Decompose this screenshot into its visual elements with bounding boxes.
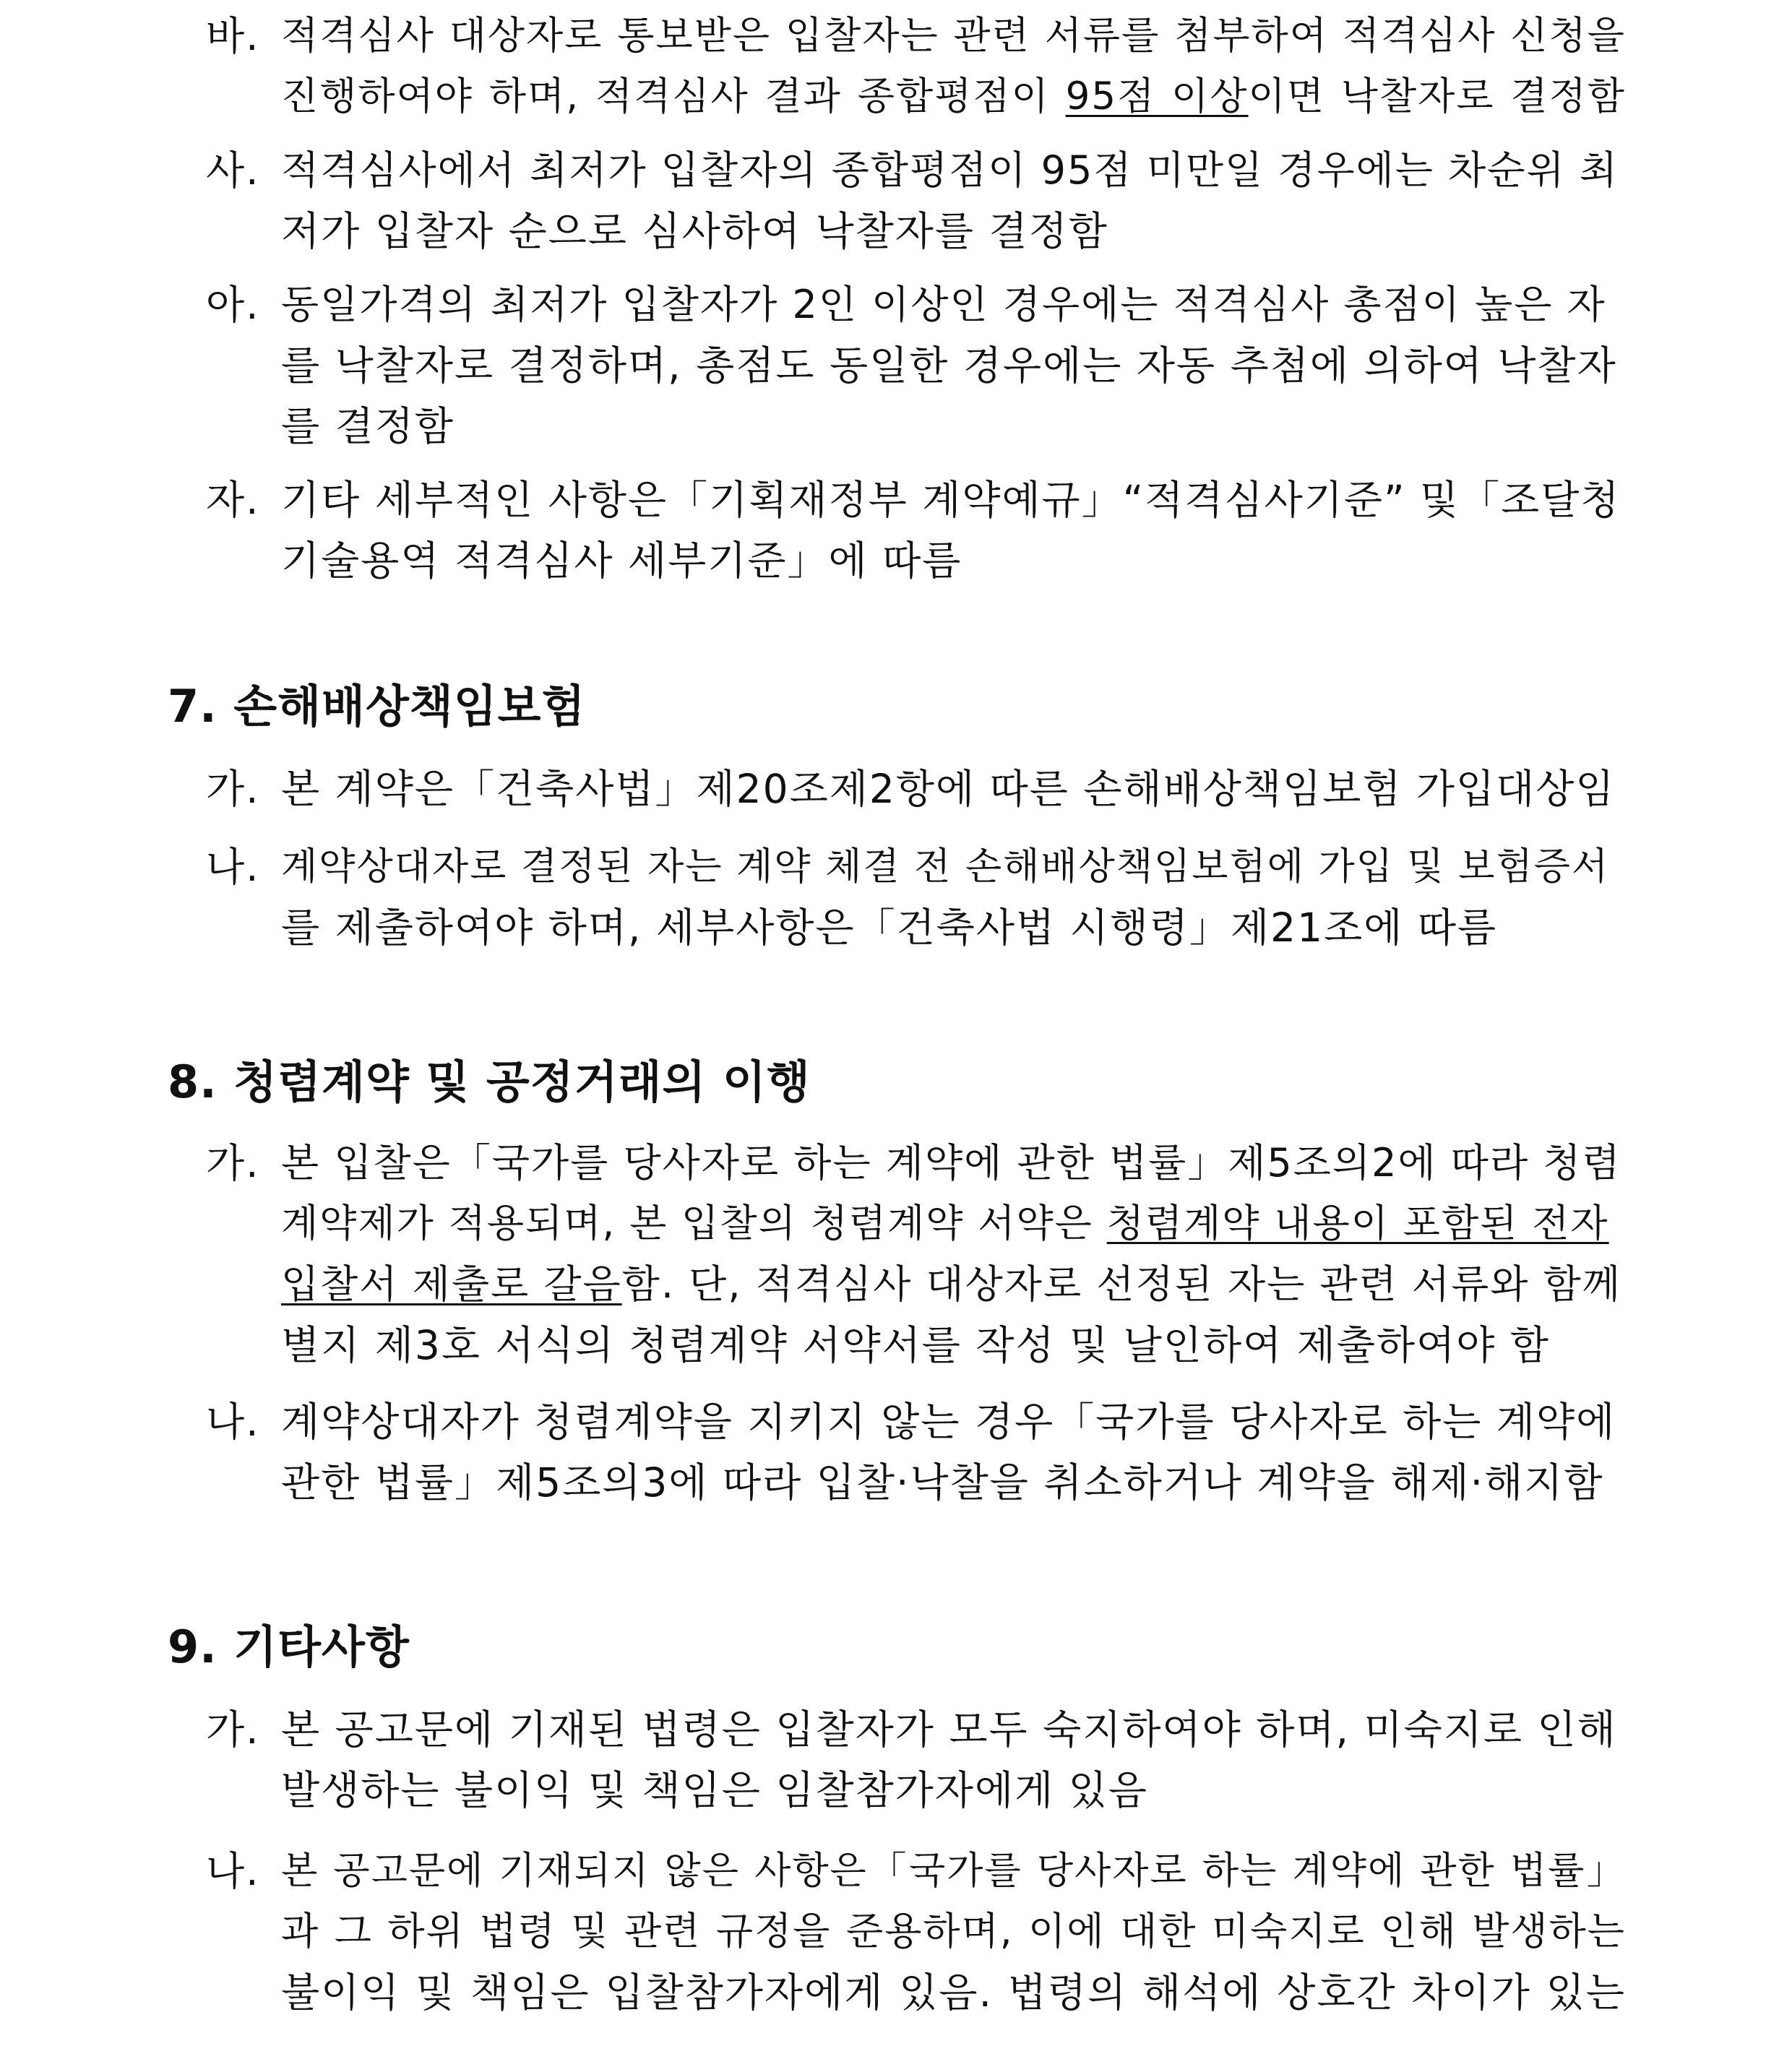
- clause-text: [281, 759, 1626, 819]
- clause-marker: 바.: [206, 13, 260, 59]
- clause-7-ga: [206, 759, 1626, 819]
- clause-text: [281, 1841, 1626, 2023]
- clause-7-na: [206, 837, 1626, 958]
- clause-text: [281, 1699, 1626, 1821]
- clause-marker: 아.: [206, 282, 260, 328]
- clause-line: 를 낙찰자로 결정하며, 총점도 동일한 경우에는 자동 추첨에 의하여 낙찰자: [281, 342, 1617, 389]
- clause-line: 본 계약은「건축사법」제20조제2항에 따른 손해배상책임보험 가입대상임: [281, 766, 1616, 812]
- clause-line: 기타 세부적인 사항은「기획재정부 계약예규」“적격심사기준” 및「조달청: [281, 477, 1621, 523]
- clause-8-ga: [206, 1133, 1626, 1376]
- clause-line: 계약상대자로 결정된 자는 계약 체결 전 손해배상책임보험에 가입 및 보험증서: [281, 845, 1610, 889]
- underlined-text: 입찰서 제출로 갈음: [281, 1261, 622, 1307]
- clause-8-na: [206, 1391, 1626, 1513]
- clause-line: 저가 입찰자 순으로 심사하여 낙찰자를 결정함: [281, 208, 1108, 254]
- clause-text: [281, 6, 1626, 127]
- clause-line: 관한 법률」제5조의3에 따라 입찰·낙찰을 취소하거나 계약을 해제·해지함: [281, 1459, 1604, 1506]
- section-heading-7: 7. 손해배상책임보험: [168, 680, 586, 733]
- clause-ba: [206, 6, 1626, 127]
- clause-line: 적격심사 대상자로 통보받은 입찰자는 관련 서류를 첨부하여 적격심사 신청을: [281, 14, 1626, 58]
- clause-line: 동일가격의 최저가 입찰자가 2인 이상인 경우에는 적격심사 총점이 높은 자: [281, 282, 1606, 327]
- text-run: 진행하여야 하며, 적격심사 결과 종합평점이: [281, 74, 1066, 118]
- text-run: 이면 낙찰자로 결정함: [1248, 74, 1626, 118]
- underlined-text: 95점 이상: [1065, 74, 1249, 118]
- clause-marker: 가.: [206, 1140, 260, 1186]
- clause-text: [281, 1391, 1626, 1513]
- clause-text: [281, 837, 1626, 958]
- clause-marker: 가.: [206, 1706, 260, 1753]
- clause-marker: 나.: [206, 1848, 260, 1894]
- clause-line: [281, 1254, 1626, 1315]
- clause-line: [281, 1194, 1626, 1254]
- clause-text: [281, 275, 1626, 457]
- underlined-text: 청렴계약 내용이 포함된 전자: [1106, 1201, 1609, 1246]
- clause-line: [281, 66, 1626, 127]
- clause-text: [281, 470, 1626, 591]
- section-heading-9: 9. 기타사항: [168, 1620, 410, 1673]
- clause-9-ga: [206, 1699, 1626, 1821]
- clause-line: 를 제출하여야 하며, 세부사항은「건축사법 시행령」제21조에 따름: [281, 905, 1498, 951]
- text-run: 계약제가 적용되며, 본 입찰의 청렴계약 서약은: [281, 1201, 1107, 1246]
- clause-line: 본 입찰은「국가를 당사자로 하는 계약에 관한 법률」제5조의2에 따라 청렴: [281, 1140, 1621, 1186]
- section-heading-8: 8. 청렴계약 및 공정거래의 이행: [168, 1056, 811, 1108]
- clause-line: 별지 제3호 서식의 청렴계약 서약서를 작성 및 날인하여 제출하여야 함: [281, 1322, 1550, 1368]
- clause-line: 를 결정함: [281, 403, 455, 449]
- clause-line: 불이익 및 책임은 입찰참가자에게 있음. 법령의 해석에 상호간 차이가 있는: [281, 1969, 1626, 2016]
- clause-text: [281, 140, 1626, 262]
- clause-marker: 나.: [206, 844, 260, 890]
- clause-sa: [206, 140, 1626, 262]
- clause-line: 계약상대자가 청렴계약을 지키지 않는 경우「국가를 당사자로 하는 계약에: [281, 1399, 1616, 1445]
- clause-line: 발생하는 불이익 및 책임은 임찰참가자에게 있음: [281, 1767, 1149, 1813]
- clause-a: [206, 275, 1626, 457]
- clause-line: 적격심사에서 최저가 입찰자의 종합평점이 95점 미만일 경우에는 차순위 최: [281, 147, 1619, 193]
- clause-line: 본 공고문에 기재된 법령은 입찰자가 모두 숙지하여야 하며, 미숙지로 인해: [281, 1706, 1617, 1753]
- clause-line: 본 공고문에 기재되지 않은 사항은「국가를 당사자로 하는 계약에 관한 법률」: [281, 1849, 1626, 1893]
- clause-9-na: [206, 1841, 1626, 2023]
- clause-marker: 가.: [206, 766, 260, 812]
- clause-marker: 사.: [206, 147, 260, 194]
- clause-line: 기술용역 적격심사 세부기준」에 따름: [281, 538, 962, 584]
- clause-ja: [206, 470, 1626, 591]
- clause-text: [281, 1133, 1626, 1376]
- clause-line: 과 그 하위 법령 및 관련 규정을 준용하며, 이에 대한 미숙지로 인해 발생하는: [281, 1909, 1626, 1954]
- text-run: 함. 단, 적격심사 대상자로 선정된 자는 관련 서류와 함께: [621, 1261, 1621, 1307]
- clause-marker: 자.: [206, 477, 260, 523]
- clause-marker: 나.: [206, 1399, 260, 1445]
